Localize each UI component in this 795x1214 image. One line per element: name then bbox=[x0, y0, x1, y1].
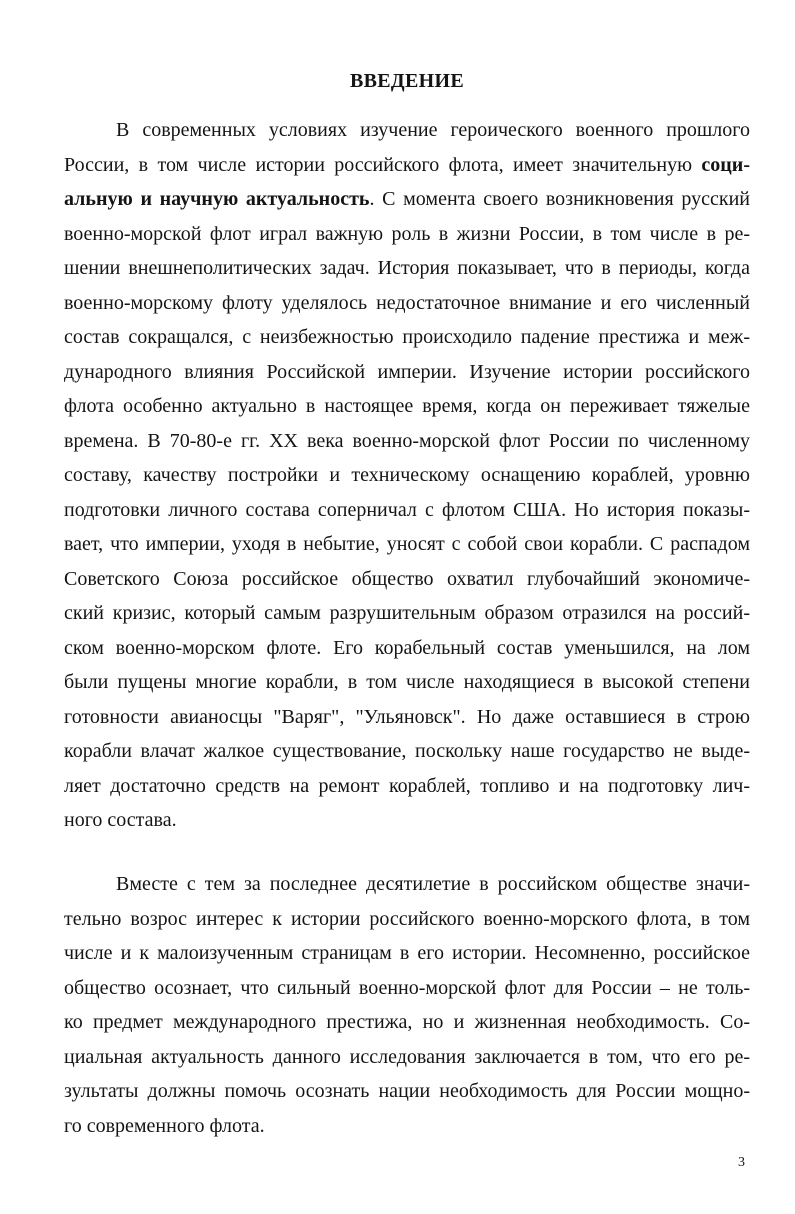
paragraph-relevance bbox=[64, 113, 750, 838]
line-text: России, в том числе истории российского флота, имеет значительную bbox=[64, 153, 702, 176]
paragraph-line: вает, что империи, уходя в небытие, уносят с собой свои корабли. С распадом bbox=[64, 533, 750, 555]
paragraph-line: флота особенно актуально в настоящее время, когда он переживает тяжелые bbox=[64, 395, 750, 417]
page-number: 3 bbox=[738, 1155, 745, 1170]
paragraph-line: тельно возрос интерес к истории российского военно-морского флота, в том bbox=[64, 907, 750, 930]
paragraph-line: шении внешнеполитических задач. История показывает, что в периоды, когда bbox=[64, 257, 750, 279]
paragraph-line: военно-морской флот играл важную роль в жизни России, в том числе в ре- bbox=[64, 222, 750, 245]
paragraph-line: корабли влачат жалкое существование, поскольку наше государство не выде- bbox=[64, 740, 750, 762]
paragraph-line: военно-морскому флоту уделялось недостаточное внимание и его численный bbox=[64, 291, 750, 314]
paragraph-line: В современных условиях изучение героического военного прошлого bbox=[116, 119, 750, 141]
page-title: ВВЕДЕНИЕ bbox=[350, 70, 464, 92]
paragraph-line: времена. В 70-80-е гг. XX века военно-морской флот России по численному bbox=[64, 429, 750, 452]
paragraph-line: ляет достаточно средств на ремонт кораблей, топливо и на подготовку лич- bbox=[64, 774, 750, 797]
paragraph-line bbox=[64, 182, 750, 217]
paragraph-line bbox=[64, 148, 750, 183]
paragraph-line: дународного влияния Российской империи. Изучение истории российского bbox=[64, 360, 750, 383]
paragraph-social-relevance bbox=[64, 867, 750, 1143]
paragraph-line: циальная актуальность данного исследования заключается в том, что его ре- bbox=[64, 1045, 750, 1068]
paragraph-line: составу, качеству постройки и техническому оснащению кораблей, уровню bbox=[64, 464, 750, 486]
paragraph-line: ском военно-морском флоте. Его корабельный состав уменьшился, на лом bbox=[64, 636, 750, 659]
paragraph-line: готовности авианосцы "Варяг", "Ульяновск". Но даже оставшиеся в строю bbox=[64, 705, 750, 728]
paragraph-line: Вместе с тем за последнее десятилетие в российском обществе значи- bbox=[116, 873, 750, 895]
paragraph-line: зультаты должны помочь осознать нации необходимость для России мощно- bbox=[64, 1080, 750, 1102]
paragraph-line: ного состава. bbox=[64, 809, 177, 831]
paragraph-line: состав сокращался, с неизбежностью происходило падение престижа и меж- bbox=[64, 326, 750, 348]
paragraph-line: числе и к малоизученным страницам в его истории. Несомненно, российское bbox=[64, 942, 750, 964]
paragraph-line: ко предмет международного престижа, но и жизненная необходимость. Со- bbox=[64, 1011, 750, 1033]
paragraph-line: го современного флота. bbox=[64, 1114, 265, 1137]
paragraph-line: подготовки личного состава соперничал с флотом США. Но история показы- bbox=[64, 498, 750, 521]
paragraph-line: были пущены многие корабли, в том числе находящиеся в высокой степени bbox=[64, 671, 750, 693]
line-text: . С момента своего возникновения русский bbox=[369, 188, 750, 210]
emphasis-text: соци- bbox=[701, 153, 750, 176]
paragraph-line: ский кризис, который самым разрушительным образом отразился на россий- bbox=[64, 602, 750, 624]
paragraph-line: Советского Союза российское общество охватил глубочайший экономиче- bbox=[64, 567, 750, 590]
paragraph-line: общество осознает, что сильный военно-морской флот для России – не толь- bbox=[64, 976, 750, 999]
emphasis-text: альную и научную актуальность bbox=[64, 188, 370, 210]
